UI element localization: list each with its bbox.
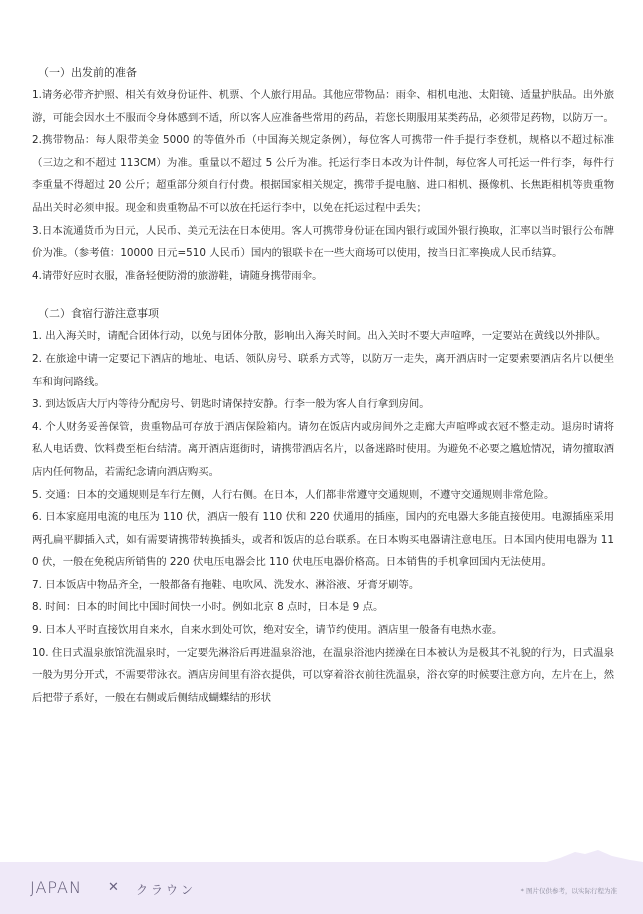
note-item-10: 10. 住日式温泉旅馆洗温泉时，一定要先淋浴后再进温泉浴池，在温泉浴池内搓澡在日本被认为是极其不礼貌的行为，日式温泉一般为男分开式，不需要带泳衣。酒店房间里有浴衣提供，可以穿着浴衣前往洗温泉，浴衣穿的时候要注意方向，左片在上，然后把带子系好，一般在右侧或后侧结成蝴蝶结的形状 — [32, 646, 614, 704]
note-item-4: 4. 个人财务妥善保管，贵重物品可存放于酒店保险箱内。请勿在饭店内或房间外之走廊大声喧哗或衣冠不整走动。退房时请将私人电话费、饮料费至柜台结清。离开酒店逛街时，请携带酒店名片，以备迷路时使用。为避免不必要之尴尬情况，请勿擅取酒店内任何物品，若需纪念请向酒店购买。 — [32, 420, 614, 478]
section-gap — [32, 287, 614, 303]
note-item-2: 2. 在旅途中请一定要记下酒店的地址、电话、领队房号、联系方式等，以防万一走失，离开酒店时一定要索要酒店名片以便坐车和询问路线。 — [32, 352, 614, 388]
brand-logo-text: JAPAN — [30, 878, 82, 897]
document-body — [32, 62, 614, 709]
prep-item-1: 1.请务必带齐护照、相关有效身份证件、机票、个人旅行用品。其他应带物品：雨伞、相机电池、太阳镜、适量护肤品。出外旅游，可能会因水土不服而令身体感到不适，所以客人应准备些常用的药品，若您长期服用某类药品，必须带足药物，以防万一。 — [32, 89, 614, 124]
note-item-9: 9. 日本人平时直接饮用自来水，自来水到处可饮，绝对安全，请节约使用。酒店里一般备有电热水壶。 — [32, 624, 503, 637]
prep-item-3: 3.日本流通货币为日元，人民币、美元无法在日本使用。客人可携带身份证在国内银行或国外银行换取，汇率以当时银行公布牌价为准。（参考值：10000 日元=510 人民币）国内的银联卡在一些大商场可以使用，按当日汇率换成人民币结算。 — [32, 224, 614, 260]
section-title-travel-notes: （二）食宿行游注意事项 — [38, 307, 159, 321]
note-item-1: 1. 出入海关时，请配合团体行动，以免与团体分散，影响出入海关时间。出入关时不要大声喧哗，一定要站在黄线以外排队。 — [32, 330, 607, 343]
mountain-decoration-icon — [520, 848, 643, 868]
note-item-8: 8. 时间：日本的时间比中国时间快一小时。例如北京 8 点时，日本是 9 点。 — [32, 601, 384, 614]
brand-separator-icon: ✕ — [108, 880, 119, 895]
note-item-3: 3. 到达饭店大厅内等待分配房号、钥匙时请保持安静。行李一般为客人自行拿到房间。 — [32, 398, 430, 411]
prep-item-2: 2.携带物品：每人限带美金 5000 的等值外币（中国海关规定条例），每位客人可携带一件手提行李登机，规格以不超过标准（三边之和不超过 113CM）为准。重量以不超过 5 公斤为准。托运行李日本改为计件制，每位客人可托运一件行李，每件行李重量不得超过 20 公斤；超重部分须自行付费。根据国家相关规定，携带手提电脑、进口相机、摄像机、长焦距相机等贵重物品出关时必须申报。现金和贵重物品不可以放在托运行李中，以免在托运过程中丢失； — [32, 134, 614, 214]
image-disclaimer: * 图片仅供参考，以实际行程为准 — [520, 887, 617, 895]
note-item-6: 6. 日本家庭用电流的电压为 110 伏，酒店一般有 110 伏和 220 伏通用的插座，国内的充电器大多能直接使用。电源插座采用两孔扁平脚插入式，如有需要请携带转换插头，或者和饭店的总台联系。在日本购买电器请注意电压。日本国内使用电器为 110 伏，一般在免税店所销售的 220 伏电压电器会比 110 伏电压电器价格高。日本销售的手机拿回国内无法使用。 — [32, 511, 614, 569]
prep-item-4: 4.请带好应时衣服，准备轻便防滑的旅游鞋，请随身携带雨伞。 — [32, 269, 323, 282]
brand-subtitle: クラウン — [136, 883, 197, 897]
note-item-7: 7. 日本饭店中物品齐全，一般都备有拖鞋、电吹风、洗发水、淋浴液、牙膏牙刷等。 — [32, 578, 420, 591]
note-item-5: 5. 交通：日本的交通规则是车行左侧，人行右侧。在日本，人们都非常遵守交通规则，不遵守交通规则非常危险。 — [32, 488, 555, 501]
section-title-preparation: （一）出发前的准备 — [38, 66, 137, 79]
